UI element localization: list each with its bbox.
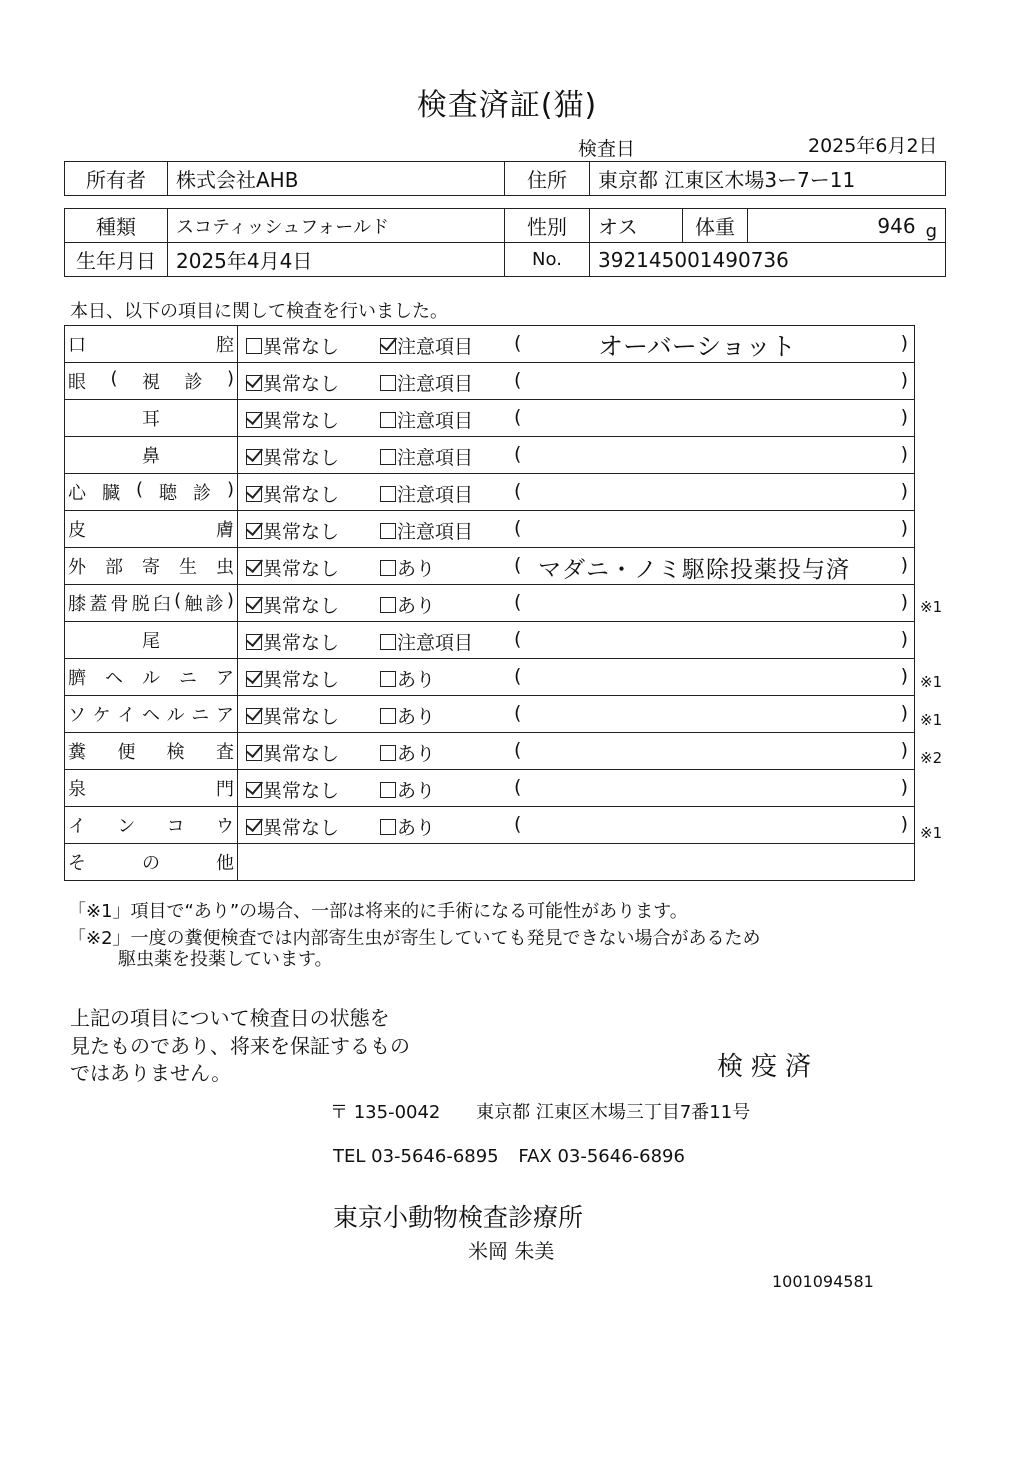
birth-value: 2025年4月4日 [168,243,505,277]
footnote-mark: ※1 [920,711,943,729]
checkbox-icon [246,708,262,724]
exam-result-cell [238,511,915,548]
other-checkbox[interactable] [380,332,473,359]
pet-table [64,208,946,277]
checkbox-label: あり [397,595,436,617]
checkbox-icon [380,560,396,576]
checkbox-icon [380,486,396,502]
other-checkbox[interactable] [380,369,473,396]
paren-open: ( [514,628,522,650]
exam-row [65,659,915,696]
document-title: 検査済証(猫) [416,88,598,123]
exam-date-value: 2025年6月2日 [808,135,938,157]
other-checkbox[interactable] [380,554,435,581]
exam-row [65,807,915,844]
exam-item-text: 皮 膚 [68,520,234,541]
clinic-address-line [330,1098,750,1124]
paren-open: ( [514,406,522,428]
checkbox-icon [380,449,396,465]
checkbox-label: 異常なし [263,706,340,728]
other-checkbox[interactable] [380,665,435,692]
weight-cell [748,209,946,243]
paren-open: ( [514,702,522,724]
address-value: 東京都 江東区木場3ー7ー11 [590,162,946,196]
footnote-mark: ※2 [920,749,943,767]
exam-result-cell [238,622,915,659]
paren-close: ) [900,739,908,761]
checkbox-icon [246,819,262,835]
checkbox-icon [380,634,396,650]
other-notes-cell[interactable] [238,844,915,881]
footnote-mark: ※1 [920,673,943,691]
normal-checkbox[interactable] [246,813,339,840]
exam-row [65,400,915,437]
clinic-contact-line [333,1146,685,1167]
exam-row [65,548,915,585]
checkbox-label: 注意項目 [397,410,474,432]
exam-result-cell [238,770,915,807]
normal-checkbox[interactable] [246,591,339,618]
checkbox-icon [380,671,396,687]
exam-result-cell [238,585,915,622]
footnote-1: 「※1」項目で“あり”の場合、一部は将来的に手術になる可能性があります。 [68,901,688,922]
other-checkbox[interactable] [380,628,473,655]
normal-checkbox[interactable] [246,776,339,803]
checkbox-icon [246,745,262,761]
checkbox-icon [246,597,262,613]
paren-close: ) [900,480,908,502]
quarantine-stamp: 検疫済 [717,1052,820,1082]
checkbox-icon [246,375,262,391]
exam-row [65,733,915,770]
paren-open: ( [514,480,522,502]
paren-close: ) [900,369,908,391]
weight-unit: g [925,220,937,242]
checkbox-icon [380,375,396,391]
checkbox-label: 異常なし [263,780,340,802]
paren-close: ) [900,813,908,835]
breed-label: 種類 [65,209,168,243]
checkbox-icon [246,449,262,465]
paren-close: ) [900,443,908,465]
exam-item-text: 耳 [142,409,160,430]
exam-table [64,325,915,881]
paren-close: ) [900,517,908,539]
checkbox-label: 異常なし [263,743,340,765]
exam-row [65,326,915,363]
checkbox-label: あり [397,743,436,765]
checkbox-label: 注意項目 [397,336,474,358]
checkbox-label: 異常なし [263,336,340,358]
normal-checkbox[interactable] [246,332,339,359]
checkbox-label: 異常なし [263,558,340,580]
paren-close: ) [900,702,908,724]
no-label: No. [505,243,590,277]
exam-item-label [65,844,238,881]
exam-item-label [65,659,238,696]
postal-code: 〒 135-0042 [330,1102,441,1123]
exam-item-label [65,363,238,400]
sex-label: 性別 [505,209,590,243]
exam-row [65,696,915,733]
exam-item-text: ソ ケ イ ヘ ル ニ ア [68,705,234,726]
clinic-name: 東京小動物検査診療所 [333,1203,584,1232]
owner-label: 所有者 [65,162,168,196]
normal-checkbox[interactable] [246,739,339,766]
paren-close: ) [900,332,908,354]
exam-item-text: 泉 門 [68,779,234,800]
clinic-fax: FAX 03-5646-6896 [518,1146,685,1167]
checkbox-icon [380,745,396,761]
disclaimer-line3: ではありません。 [70,1061,232,1085]
checkbox-label: あり [397,817,436,839]
paren-open: ( [514,554,522,576]
no-value: 392145001490736 [590,243,946,277]
checkbox-label: あり [397,706,436,728]
paren-close: ) [900,665,908,687]
normal-checkbox[interactable] [246,554,339,581]
exam-row [65,474,915,511]
exam-item-label [65,400,238,437]
normal-checkbox[interactable] [246,443,339,470]
weight-label: 体重 [683,209,748,243]
exam-result-cell [238,548,915,585]
disclaimer-line2: 見たものであり、将来を保証するもの [70,1034,410,1058]
exam-item-text: 口 腔 [68,335,234,356]
checkbox-icon [380,412,396,428]
normal-checkbox[interactable] [246,369,339,396]
exam-result-cell [238,326,915,363]
exam-item-text: 外 部 寄 生 虫 [68,557,234,578]
checkbox-label: 異常なし [263,521,340,543]
address-label: 住所 [505,162,590,196]
exam-item-label [65,511,238,548]
checkbox-icon [380,782,396,798]
exam-row [65,585,915,622]
owner-value: 株式会社AHB [168,162,505,196]
other-checkbox[interactable] [380,813,435,840]
exam-item-text: 膝 蓋 骨 脱 臼 ( 触 診 ) [68,590,234,615]
exam-note: オーバーショット [598,332,796,361]
other-checkbox[interactable] [380,702,435,729]
exam-item-text: 臍 ヘ ル ニ ア [68,668,234,689]
paren-open: ( [514,776,522,798]
exam-result-cell [238,474,915,511]
intro-text: 本日、以下の項目に関して検査を行いました。 [70,301,448,322]
exam-row [65,770,915,807]
exam-row [65,622,915,659]
exam-item-label [65,733,238,770]
checkbox-icon [380,338,396,354]
footnote-2-line2: 駆虫薬を投薬しています。 [118,949,333,970]
exam-row [65,363,915,400]
birth-label: 生年月日 [65,243,168,277]
checkbox-icon [246,634,262,650]
other-checkbox[interactable] [380,480,473,507]
checkbox-icon [380,819,396,835]
paren-open: ( [514,739,522,761]
checkbox-label: 異常なし [263,373,340,395]
exam-result-cell [238,696,915,733]
exam-item-label [65,770,238,807]
normal-checkbox[interactable] [246,517,339,544]
exam-result-cell [238,659,915,696]
paren-open: ( [514,369,522,391]
exam-result-cell [238,437,915,474]
checkbox-label: 異常なし [263,817,340,839]
checkbox-icon [380,523,396,539]
paren-open: ( [514,813,522,835]
vet-name: 米岡 朱美 [468,1239,555,1263]
checkbox-icon [246,782,262,798]
breed-value: スコティッシュフォールド [168,209,505,243]
checkbox-icon [246,671,262,687]
checkbox-label: 異常なし [263,484,340,506]
exam-item-label [65,548,238,585]
exam-item-label [65,622,238,659]
checkbox-icon [380,597,396,613]
exam-note: マダニ・ノミ駆除投薬投与済 [538,557,850,583]
exam-item-text: イ ン コ ウ [68,816,234,837]
paren-close: ) [900,591,908,613]
exam-item-label [65,474,238,511]
footnote-mark: ※1 [920,598,943,616]
paren-open: ( [514,665,522,687]
checkbox-icon [246,560,262,576]
exam-item-label [65,437,238,474]
footnote-2-line1: 「※2」一度の糞便検査では内部寄生虫が寄生していても発見できない場合があるため [68,928,761,949]
clinic-address: 東京都 江東区木場三丁目7番11号 [476,1102,751,1123]
paren-close: ) [900,628,908,650]
exam-result-cell [238,400,915,437]
checkbox-label: 異常なし [263,669,340,691]
footnote-mark: ※1 [920,824,943,842]
checkbox-label: 注意項目 [397,484,474,506]
paren-close: ) [900,776,908,798]
checkbox-label: 異常なし [263,595,340,617]
normal-checkbox[interactable] [246,406,339,433]
other-checkbox[interactable] [380,591,435,618]
exam-item-text: そ の 他 [68,853,234,874]
checkbox-label: 注意項目 [397,447,474,469]
other-checkbox[interactable] [380,517,473,544]
paren-close: ) [900,406,908,428]
checkbox-label: 注意項目 [397,373,474,395]
checkbox-label: 異常なし [263,410,340,432]
checkbox-icon [380,708,396,724]
exam-date-label: 検査日 [578,138,636,160]
exam-item-label [65,696,238,733]
serial-number: 1001094581 [772,1272,874,1291]
normal-checkbox[interactable] [246,665,339,692]
checkbox-icon [246,486,262,502]
checkbox-icon [246,523,262,539]
exam-item-label [65,326,238,363]
checkbox-label: 異常なし [263,632,340,654]
checkbox-label: 注意項目 [397,521,474,543]
exam-result-cell [238,733,915,770]
checkbox-icon [246,412,262,428]
other-checkbox[interactable] [380,776,435,803]
normal-checkbox[interactable] [246,702,339,729]
paren-open: ( [514,517,522,539]
paren-open: ( [514,332,522,354]
exam-row-other [65,844,915,881]
exam-item-label [65,585,238,622]
weight-value: 946 [877,213,916,238]
normal-checkbox[interactable] [246,628,339,655]
other-checkbox[interactable] [380,443,473,470]
other-checkbox[interactable] [380,739,435,766]
exam-item-text: 糞 便 検 査 [68,742,234,763]
sex-value: オス [590,209,683,243]
exam-item-text: 鼻 [142,446,160,467]
other-checkbox[interactable] [380,406,473,433]
checkbox-label: 異常なし [263,447,340,469]
exam-item-text: 心 臓 ( 聴 診 ) [68,479,234,504]
exam-result-cell [238,807,915,844]
checkbox-label: あり [397,669,436,691]
normal-checkbox[interactable] [246,480,339,507]
exam-item-text: 眼 ( 視 診 ) [68,368,234,393]
checkbox-label: あり [397,558,436,580]
exam-item-text: 尾 [142,631,160,652]
checkbox-label: あり [397,780,436,802]
owner-table [64,161,946,196]
paren-open: ( [514,591,522,613]
disclaimer-line1: 上記の項目について検査日の状態を [70,1006,390,1030]
checkbox-label: 注意項目 [397,632,474,654]
exam-item-label [65,807,238,844]
paren-open: ( [514,443,522,465]
paren-close: ) [900,554,908,576]
checkbox-icon [246,338,262,354]
clinic-tel: TEL 03-5646-6895 [333,1146,499,1167]
exam-row [65,437,915,474]
exam-result-cell [238,363,915,400]
exam-row [65,511,915,548]
